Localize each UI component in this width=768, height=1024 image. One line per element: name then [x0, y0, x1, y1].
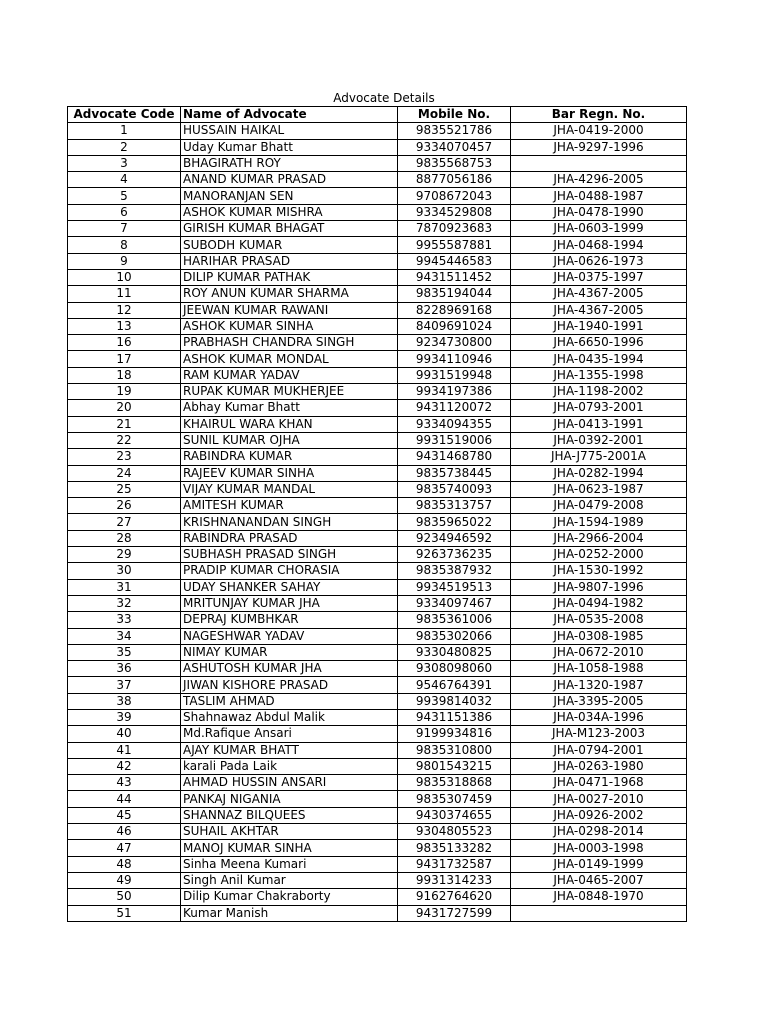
cell-advocate-code: 1: [68, 123, 181, 139]
table-row: [68, 237, 687, 253]
cell-advocate-name: RUPAK KUMAR MUKHERJEE: [181, 384, 398, 400]
cell-advocate-name: Md.Rafique Ansari: [181, 726, 398, 742]
cell-advocate-name: Dilip Kumar Chakraborty: [181, 889, 398, 905]
header-advocate-name: Name of Advocate: [181, 107, 398, 123]
cell-advocate-name: Sinha Meena Kumari: [181, 856, 398, 872]
cell-advocate-name: PRADIP KUMAR CHORASIA: [181, 563, 398, 579]
table-row: [68, 612, 687, 628]
cell-bar-regn-no: [511, 905, 687, 921]
advocate-table: [67, 106, 687, 922]
cell-advocate-code: 21: [68, 416, 181, 432]
cell-bar-regn-no: JHA-0392-2001: [511, 432, 687, 448]
cell-advocate-name: KHAIRUL WARA KHAN: [181, 416, 398, 432]
cell-advocate-name: Uday Kumar Bhatt: [181, 139, 398, 155]
cell-bar-regn-no: JHA-0419-2000: [511, 123, 687, 139]
cell-advocate-code: 11: [68, 286, 181, 302]
cell-advocate-code: 37: [68, 677, 181, 693]
document-title: Advocate Details: [333, 91, 435, 105]
cell-mobile-no: 9430374655: [398, 807, 511, 823]
cell-advocate-code: 45: [68, 807, 181, 823]
cell-advocate-name: DILIP KUMAR PATHAK: [181, 269, 398, 285]
table-row: [68, 661, 687, 677]
table-row: [68, 367, 687, 383]
table-row: [68, 856, 687, 872]
cell-mobile-no: 9431151386: [398, 709, 511, 725]
cell-mobile-no: 9546764391: [398, 677, 511, 693]
table-row: [68, 595, 687, 611]
cell-advocate-code: 2: [68, 139, 181, 155]
table-row: [68, 742, 687, 758]
cell-advocate-name: AMITESH KUMAR: [181, 498, 398, 514]
cell-advocate-name: Singh Anil Kumar: [181, 872, 398, 888]
cell-advocate-name: HUSSAIN HAIKAL: [181, 123, 398, 139]
cell-advocate-code: 50: [68, 889, 181, 905]
cell-mobile-no: 9431727599: [398, 905, 511, 921]
cell-advocate-name: MRITUNJAY KUMAR JHA: [181, 595, 398, 611]
table-row: [68, 514, 687, 530]
table-row: [68, 449, 687, 465]
table-row: [68, 807, 687, 823]
cell-bar-regn-no: JHA-0848-1970: [511, 889, 687, 905]
cell-bar-regn-no: JHA-1355-1998: [511, 367, 687, 383]
cell-advocate-name: ASHOK KUMAR SINHA: [181, 318, 398, 334]
table-row: [68, 384, 687, 400]
cell-advocate-name: TASLIM AHMAD: [181, 693, 398, 709]
cell-advocate-name: GIRISH KUMAR BHAGAT: [181, 221, 398, 237]
cell-bar-regn-no: JHA-0479-2008: [511, 498, 687, 514]
cell-mobile-no: 9931519006: [398, 432, 511, 448]
cell-advocate-name: Kumar Manish: [181, 905, 398, 921]
cell-mobile-no: 9234730800: [398, 335, 511, 351]
table-row: [68, 579, 687, 595]
cell-bar-regn-no: JHA-0535-2008: [511, 612, 687, 628]
cell-bar-regn-no: JHA-0623-1987: [511, 481, 687, 497]
cell-advocate-code: 5: [68, 188, 181, 204]
cell-advocate-name: UDAY SHANKER SAHAY: [181, 579, 398, 595]
table-row: [68, 188, 687, 204]
cell-mobile-no: 9835310800: [398, 742, 511, 758]
cell-advocate-code: 48: [68, 856, 181, 872]
table-row: [68, 547, 687, 563]
cell-bar-regn-no: JHA-0298-2014: [511, 824, 687, 840]
cell-advocate-name: AHMAD HUSSIN ANSARI: [181, 775, 398, 791]
table-row: [68, 905, 687, 921]
cell-advocate-code: 18: [68, 367, 181, 383]
header-mobile-no: Mobile No.: [398, 107, 511, 123]
cell-bar-regn-no: JHA-0626-1973: [511, 253, 687, 269]
cell-bar-regn-no: JHA-0308-1985: [511, 628, 687, 644]
cell-advocate-code: 8: [68, 237, 181, 253]
cell-advocate-name: SUBHASH PRASAD SINGH: [181, 547, 398, 563]
table-row: [68, 758, 687, 774]
cell-advocate-name: RAJEEV KUMAR SINHA: [181, 465, 398, 481]
table-row: [68, 400, 687, 416]
table-row: [68, 465, 687, 481]
cell-bar-regn-no: JHA-1594-1989: [511, 514, 687, 530]
cell-advocate-code: 32: [68, 595, 181, 611]
cell-mobile-no: 9939814032: [398, 693, 511, 709]
cell-advocate-name: ASHOK KUMAR MONDAL: [181, 351, 398, 367]
cell-advocate-code: 34: [68, 628, 181, 644]
cell-bar-regn-no: JHA-6650-1996: [511, 335, 687, 351]
cell-bar-regn-no: JHA-J775-2001A: [511, 449, 687, 465]
table-row: [68, 872, 687, 888]
cell-advocate-code: 42: [68, 758, 181, 774]
cell-advocate-name: PRABHASH CHANDRA SINGH: [181, 335, 398, 351]
cell-mobile-no: 9431511452: [398, 269, 511, 285]
cell-advocate-code: 27: [68, 514, 181, 530]
cell-advocate-name: ASHOK KUMAR MISHRA: [181, 204, 398, 220]
table-row: [68, 335, 687, 351]
cell-mobile-no: 9931519948: [398, 367, 511, 383]
table-row: [68, 677, 687, 693]
table-row: [68, 824, 687, 840]
table-row: [68, 840, 687, 856]
cell-advocate-name: Shahnawaz Abdul Malik: [181, 709, 398, 725]
cell-bar-regn-no: JHA-1058-1988: [511, 661, 687, 677]
table-row: [68, 416, 687, 432]
table-row: [68, 432, 687, 448]
table-row: [68, 628, 687, 644]
cell-mobile-no: 9801543215: [398, 758, 511, 774]
cell-advocate-name: HARIHAR PRASAD: [181, 253, 398, 269]
cell-advocate-code: 30: [68, 563, 181, 579]
cell-mobile-no: 9835307459: [398, 791, 511, 807]
cell-advocate-code: 3: [68, 155, 181, 171]
table-header-row: [68, 107, 687, 123]
cell-mobile-no: 9835133282: [398, 840, 511, 856]
cell-advocate-code: 26: [68, 498, 181, 514]
cell-advocate-name: RABINDRA PRASAD: [181, 530, 398, 546]
cell-mobile-no: 9931314233: [398, 872, 511, 888]
cell-mobile-no: 9330480825: [398, 644, 511, 660]
cell-bar-regn-no: JHA-0672-2010: [511, 644, 687, 660]
cell-mobile-no: 9334529808: [398, 204, 511, 220]
table-row: [68, 709, 687, 725]
cell-advocate-code: 23: [68, 449, 181, 465]
cell-advocate-name: DEPRAJ KUMBHKAR: [181, 612, 398, 628]
cell-advocate-code: 44: [68, 791, 181, 807]
cell-advocate-name: ASHUTOSH KUMAR JHA: [181, 661, 398, 677]
table-row: [68, 286, 687, 302]
cell-bar-regn-no: JHA-M123-2003: [511, 726, 687, 742]
cell-mobile-no: 9431120072: [398, 400, 511, 416]
table-row: [68, 889, 687, 905]
cell-bar-regn-no: JHA-4296-2005: [511, 172, 687, 188]
cell-advocate-name: JIWAN KISHORE PRASAD: [181, 677, 398, 693]
cell-advocate-code: 4: [68, 172, 181, 188]
cell-advocate-code: 12: [68, 302, 181, 318]
cell-mobile-no: 9835361006: [398, 612, 511, 628]
cell-bar-regn-no: JHA-1530-1992: [511, 563, 687, 579]
table-row: [68, 563, 687, 579]
cell-mobile-no: 9334070457: [398, 139, 511, 155]
cell-bar-regn-no: [511, 155, 687, 171]
cell-bar-regn-no: JHA-0926-2002: [511, 807, 687, 823]
cell-advocate-code: 20: [68, 400, 181, 416]
cell-mobile-no: 9304805523: [398, 824, 511, 840]
cell-advocate-name: SUBODH KUMAR: [181, 237, 398, 253]
cell-advocate-code: 10: [68, 269, 181, 285]
table-row: [68, 693, 687, 709]
cell-advocate-name: SUHAIL AKHTAR: [181, 824, 398, 840]
cell-mobile-no: 9835740093: [398, 481, 511, 497]
cell-bar-regn-no: JHA-0794-2001: [511, 742, 687, 758]
table-row: [68, 318, 687, 334]
table-row: [68, 481, 687, 497]
cell-bar-regn-no: JHA-0027-2010: [511, 791, 687, 807]
cell-advocate-code: 35: [68, 644, 181, 660]
cell-bar-regn-no: JHA-1320-1987: [511, 677, 687, 693]
cell-mobile-no: 9199934816: [398, 726, 511, 742]
cell-mobile-no: 9835521786: [398, 123, 511, 139]
cell-bar-regn-no: JHA-4367-2005: [511, 302, 687, 318]
cell-advocate-code: 39: [68, 709, 181, 725]
cell-advocate-code: 49: [68, 872, 181, 888]
table-row: [68, 775, 687, 791]
cell-mobile-no: 9263736235: [398, 547, 511, 563]
cell-mobile-no: 8877056186: [398, 172, 511, 188]
cell-advocate-name: VIJAY KUMAR MANDAL: [181, 481, 398, 497]
cell-bar-regn-no: JHA-1198-2002: [511, 384, 687, 400]
cell-bar-regn-no: JHA-0149-1999: [511, 856, 687, 872]
cell-bar-regn-no: JHA-0282-1994: [511, 465, 687, 481]
cell-mobile-no: 9835387932: [398, 563, 511, 579]
cell-bar-regn-no: JHA-4367-2005: [511, 286, 687, 302]
cell-mobile-no: 9334094355: [398, 416, 511, 432]
table-row: [68, 204, 687, 220]
table-row: [68, 172, 687, 188]
cell-advocate-code: 33: [68, 612, 181, 628]
cell-advocate-code: 9: [68, 253, 181, 269]
header-bar-regn-no: Bar Regn. No.: [511, 107, 687, 123]
cell-bar-regn-no: JHA-0494-1982: [511, 595, 687, 611]
cell-mobile-no: 9934197386: [398, 384, 511, 400]
table-row: [68, 155, 687, 171]
cell-mobile-no: 9308098060: [398, 661, 511, 677]
cell-bar-regn-no: JHA-0471-1968: [511, 775, 687, 791]
cell-mobile-no: 9334097467: [398, 595, 511, 611]
cell-mobile-no: 9945446583: [398, 253, 511, 269]
cell-advocate-name: RAM KUMAR YADAV: [181, 367, 398, 383]
cell-advocate-name: RABINDRA KUMAR: [181, 449, 398, 465]
cell-advocate-code: 38: [68, 693, 181, 709]
cell-bar-regn-no: JHA-0603-1999: [511, 221, 687, 237]
cell-mobile-no: 9708672043: [398, 188, 511, 204]
cell-bar-regn-no: JHA-0003-1998: [511, 840, 687, 856]
cell-mobile-no: 8228969168: [398, 302, 511, 318]
cell-advocate-code: 29: [68, 547, 181, 563]
cell-advocate-name: BHAGIRATH ROY: [181, 155, 398, 171]
cell-mobile-no: 9835568753: [398, 155, 511, 171]
cell-advocate-code: 40: [68, 726, 181, 742]
cell-advocate-code: 22: [68, 432, 181, 448]
cell-mobile-no: 9162764620: [398, 889, 511, 905]
cell-bar-regn-no: JHA-3395-2005: [511, 693, 687, 709]
table-row: [68, 123, 687, 139]
cell-mobile-no: 9934110946: [398, 351, 511, 367]
table-row: [68, 644, 687, 660]
cell-mobile-no: 9934519513: [398, 579, 511, 595]
cell-bar-regn-no: JHA-0468-1994: [511, 237, 687, 253]
cell-mobile-no: 7870923683: [398, 221, 511, 237]
cell-advocate-code: 6: [68, 204, 181, 220]
cell-bar-regn-no: JHA-0478-1990: [511, 204, 687, 220]
table-row: [68, 139, 687, 155]
table-row: [68, 791, 687, 807]
cell-bar-regn-no: JHA-0793-2001: [511, 400, 687, 416]
cell-advocate-name: KRISHNANANDAN SINGH: [181, 514, 398, 530]
table-row: [68, 351, 687, 367]
cell-advocate-code: 43: [68, 775, 181, 791]
cell-mobile-no: 9835318868: [398, 775, 511, 791]
cell-mobile-no: 9835738445: [398, 465, 511, 481]
table-row: [68, 498, 687, 514]
cell-advocate-name: MANOJ KUMAR SINHA: [181, 840, 398, 856]
cell-advocate-code: 7: [68, 221, 181, 237]
table-row: [68, 221, 687, 237]
table-body: [68, 123, 687, 922]
cell-bar-regn-no: JHA-0465-2007: [511, 872, 687, 888]
cell-bar-regn-no: JHA-0263-1980: [511, 758, 687, 774]
cell-mobile-no: 9835313757: [398, 498, 511, 514]
cell-advocate-code: 24: [68, 465, 181, 481]
cell-mobile-no: 9955587881: [398, 237, 511, 253]
cell-bar-regn-no: JHA-0375-1997: [511, 269, 687, 285]
cell-mobile-no: 9835302066: [398, 628, 511, 644]
cell-bar-regn-no: JHA-0488-1987: [511, 188, 687, 204]
cell-advocate-name: PANKAJ NIGANIA: [181, 791, 398, 807]
cell-advocate-name: SUNIL KUMAR OJHA: [181, 432, 398, 448]
cell-advocate-code: 47: [68, 840, 181, 856]
cell-advocate-name: JEEWAN KUMAR RAWANI: [181, 302, 398, 318]
header-advocate-code: Advocate Code: [68, 107, 181, 123]
cell-bar-regn-no: JHA-2966-2004: [511, 530, 687, 546]
table-row: [68, 530, 687, 546]
cell-advocate-code: 51: [68, 905, 181, 921]
table-row: [68, 726, 687, 742]
table-row: [68, 253, 687, 269]
cell-advocate-code: 41: [68, 742, 181, 758]
cell-bar-regn-no: JHA-9807-1996: [511, 579, 687, 595]
cell-advocate-name: karali Pada Laik: [181, 758, 398, 774]
cell-bar-regn-no: JHA-034A-1996: [511, 709, 687, 725]
cell-advocate-code: 31: [68, 579, 181, 595]
cell-advocate-code: 16: [68, 335, 181, 351]
cell-advocate-name: SHANNAZ BILQUEES: [181, 807, 398, 823]
cell-bar-regn-no: JHA-9297-1996: [511, 139, 687, 155]
cell-bar-regn-no: JHA-0435-1994: [511, 351, 687, 367]
cell-advocate-code: 28: [68, 530, 181, 546]
cell-advocate-name: NAGESHWAR YADAV: [181, 628, 398, 644]
cell-advocate-name: NIMAY KUMAR: [181, 644, 398, 660]
cell-bar-regn-no: JHA-0413-1991: [511, 416, 687, 432]
cell-advocate-name: ROY ANUN KUMAR SHARMA: [181, 286, 398, 302]
table-row: [68, 269, 687, 285]
cell-mobile-no: 9431732587: [398, 856, 511, 872]
cell-advocate-code: 46: [68, 824, 181, 840]
cell-mobile-no: 9835194044: [398, 286, 511, 302]
cell-advocate-code: 17: [68, 351, 181, 367]
cell-advocate-name: ANAND KUMAR PRASAD: [181, 172, 398, 188]
cell-bar-regn-no: JHA-1940-1991: [511, 318, 687, 334]
cell-advocate-code: 13: [68, 318, 181, 334]
cell-bar-regn-no: JHA-0252-2000: [511, 547, 687, 563]
cell-mobile-no: 9431468780: [398, 449, 511, 465]
cell-mobile-no: 9835965022: [398, 514, 511, 530]
cell-advocate-name: MANORANJAN SEN: [181, 188, 398, 204]
cell-mobile-no: 9234946592: [398, 530, 511, 546]
cell-mobile-no: 8409691024: [398, 318, 511, 334]
cell-advocate-code: 25: [68, 481, 181, 497]
cell-advocate-code: 19: [68, 384, 181, 400]
cell-advocate-name: Abhay Kumar Bhatt: [181, 400, 398, 416]
table-row: [68, 302, 687, 318]
cell-advocate-code: 36: [68, 661, 181, 677]
cell-advocate-name: AJAY KUMAR BHATT: [181, 742, 398, 758]
